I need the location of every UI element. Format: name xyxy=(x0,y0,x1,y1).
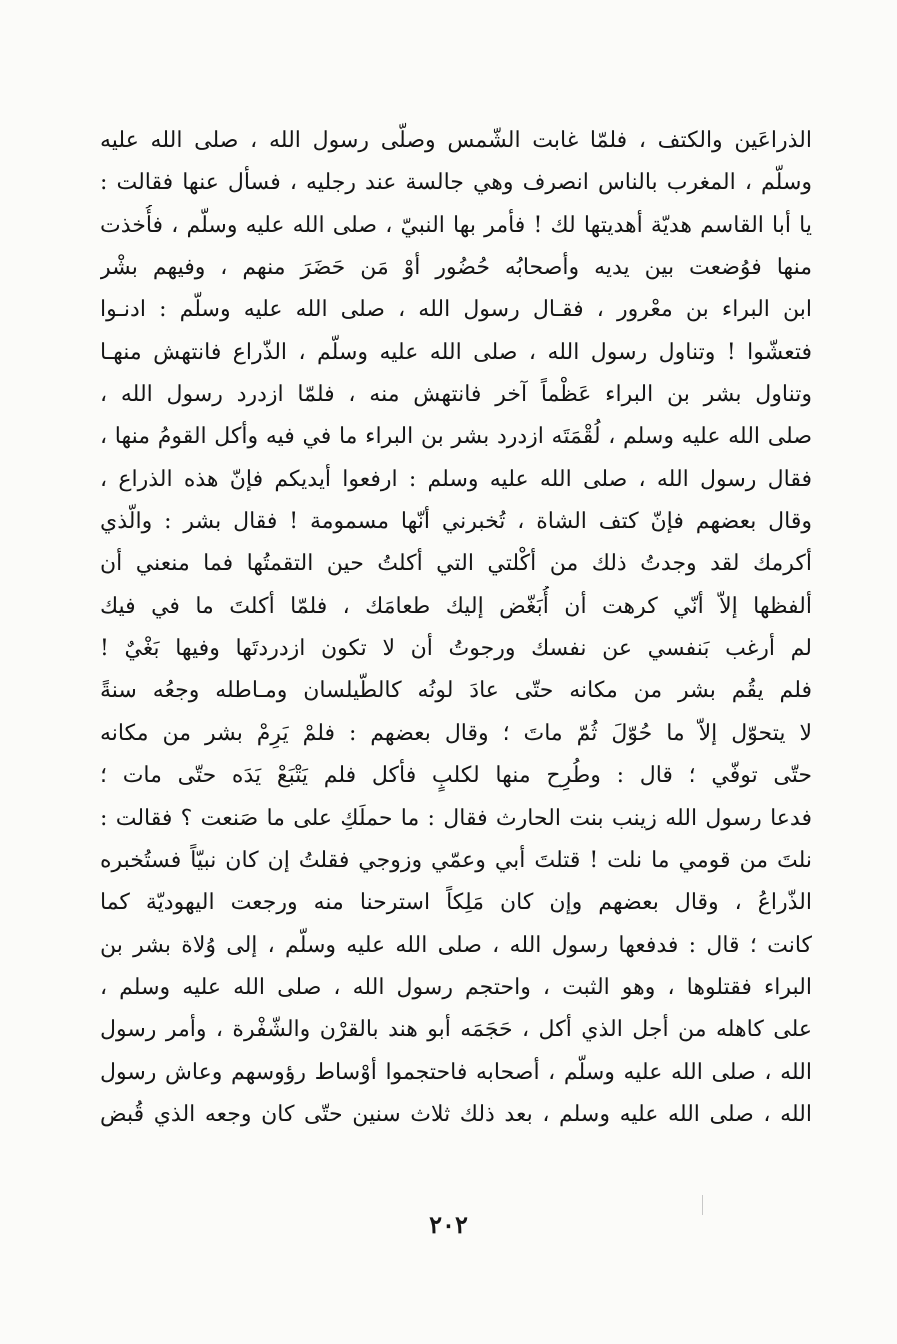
text-line: الذراعَين والكتف ، فلمّا غابت الشّمس وصلّى رسول الله ، صلى الله عليه xyxy=(100,128,812,153)
text-line: البراء فقتلوها ، وهو الثبت ، واحتجم رسول الله ، صلى الله عليه وسلم ، xyxy=(100,974,812,1000)
text-line: فتعشّوا ! وتناول رسول الله ، صلى الله عليه وسلّم ، الذّراع فانتهش منهـا xyxy=(100,339,812,365)
text-line: الذّراعُ ، وقال بعضهم وإن كان مَلِكاً استرحنا منه ورجعت اليهوديّة كما xyxy=(100,890,812,916)
text-line: أكرمك لقد وجدتُ ذلك من أكْلتي التي أكلتُ حين التقمتُها فما منعني أن xyxy=(100,551,812,577)
text-line: الله ، صلى الله عليه وسلم ، بعد ذلك ثلاث سنين حتّى كان وجعه الذي قُبض xyxy=(100,1101,812,1127)
text-line: ابن البراء بن معْرور ، فقـال رسول الله ، صلى الله عليه وسلّم : ادنـوا xyxy=(100,297,812,323)
text-line: ألفظها إلاّ أنّي كرهت أن أُبَغّض إليك طعامَك ، فلمّا أكلتَ ما في فيك xyxy=(100,593,812,619)
text-line: فلم يقُم بشر من مكانه حتّى عادَ لونُه كالطّيلسان ومـاطله وجعُه سنةً xyxy=(100,678,812,704)
text-line: على كاهله من أجل الذي أكل ، حَجَمَه أبو هند بالقرْن والشّفْرة ، وأمر رسول xyxy=(100,1017,812,1043)
text-line: يا أبا القاسم هديّة أهديتها لك ! فأمر بها النبيّ ، صلى الله عليه وسلّم ، فأُخذت xyxy=(100,212,812,238)
text-line: وتناول بشر بن البراء عَظْماً آخر فانتهش منه ، فلمّا ازدرد رسول الله ، xyxy=(100,382,812,408)
text-line: وقال بعضهم فإنّ كتف الشاة ، تُخبرني أنّها مسمومة ! فقال بشر : والّذي xyxy=(100,509,812,535)
page-number: ٢٠٢ xyxy=(429,1210,468,1239)
text-line: فدعا رسول الله زينب بنت الحارث فقال : ما حملَكِ على ما صَنعت ؟ فقالت : xyxy=(100,805,812,831)
text-line: صلى الله عليه وسلم ، لُقْمَتَه ازدرد بشر بن البراء ما في فيه وأكل القومُ منها ، xyxy=(100,424,812,450)
text-line: منها فوُضعت بين يديه وأصحابُه حُضُور أوْ مَن حَضَرَ منهم ، وفيهم بشْر xyxy=(100,255,812,281)
text-line: لم أرغب بَنفسي عن نفسك ورجوتُ أن لا تكون ازدردتَها وفيها بَغْيٌ ! xyxy=(100,636,812,662)
text-line: كانت ؛ قال : فدفعها رسول الله ، صلى الله عليه وسلّم ، إلى وُلاة بشر بن xyxy=(100,932,812,958)
text-line: وسلّم ، المغرب بالناس انصرف وهي جالسة عند رجليه ، فسأل عنها فقالت : xyxy=(100,170,812,196)
text-line: لا يتحوّل إلاّ ما حُوّلَ ثُمّ ماتَ ؛ وقال بعضهم : فلمْ يَرِمْ بشر من مكانه xyxy=(100,720,812,746)
body-text xyxy=(100,120,812,1136)
text-line: نلتَ من قومي ما نلت ! قتلتَ أبي وعمّي وزوجي فقلتُ إن كان نبيّاً فستُخبره xyxy=(100,847,812,873)
text-line: حتّى توفّي ؛ قال : وطُرِح منها لكلبٍ فأكل فلم يَتْبَعْ يَدَه حتّى مات ؛ xyxy=(100,763,812,789)
text-line: فقال رسول الله ، صلى الله عليه وسلم : ارفعوا أيديكم فإنّ هذه الذراع ، xyxy=(100,466,812,492)
text-line: الله ، صلى الله عليه وسلّم ، أصحابه فاحتجموا أوْساط رؤوسهم وعاش رسول xyxy=(100,1059,812,1085)
